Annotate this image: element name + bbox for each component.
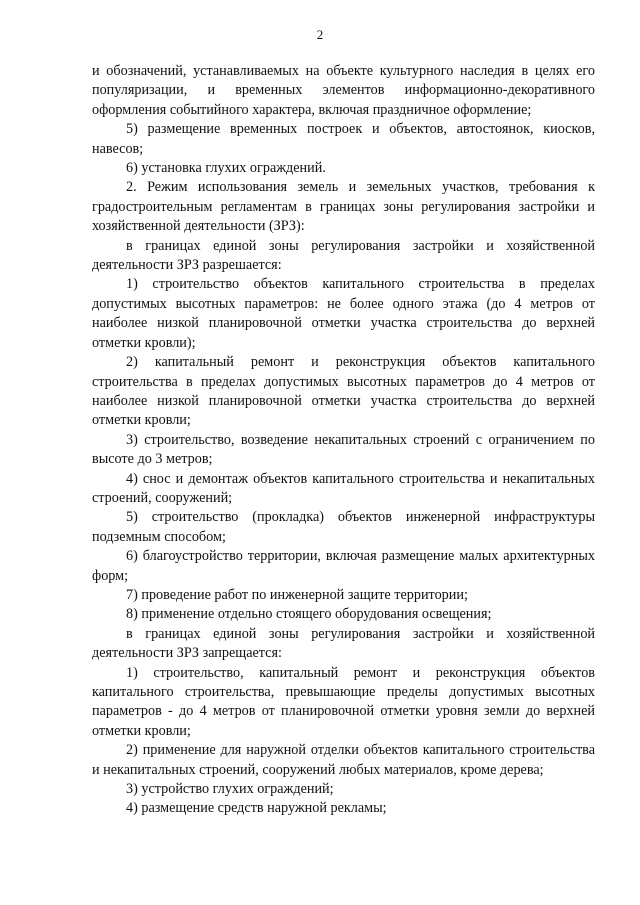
paragraph-permitted-item-3: 3) строительство, возведение некапитальных строений с ограничением по высоте до 3 метров; (92, 431, 595, 468)
paragraph-permitted-item-5: 5) строительство (прокладка) объектов инженерной инфраструктуры подземным способом; (92, 509, 595, 545)
paragraph-prohibited-item-1: 1) строительство, капитальный ремонт и реконструкция объектов капитального строительства, превышающие пределы допустимых высотных параметров - до 4 метров от планировочной отметки уровня земли до верхней отметки кровли; (92, 664, 595, 739)
paragraph-section-2-heading: 2. Режим использования земель и земельных участков, требования к градостроительным регламентам в границах зоны регулирования застройки и хозяйственной деятельности (ЗРЗ): (92, 179, 595, 235)
paragraph-permitted-item-8: 8) применение отдельно стоящего оборудования освещения; (126, 606, 492, 623)
paragraph-permitted-item-2: 2) капитальный ремонт и реконструкция объектов капитального строительства в пределах допустимых высотных параметров до 4 метров от наиболее низкой планировочной отметки участка строительства до верхней отметки кровли; (92, 354, 595, 429)
document-body (92, 62, 595, 819)
paragraph-permitted-item-7: 7) проведение работ по инженерной защите территории; (126, 586, 468, 603)
paragraph-item-6-solid-fences: 6) установка глухих ограждений. (126, 160, 326, 177)
paragraph-prohibited-item-4: 4) размещение средств наружной рекламы; (126, 800, 387, 817)
page-number: 2 (316, 27, 324, 42)
paragraph-permitted-item-6: 6) благоустройство территории, включая размещение малых архитектурных форм; (92, 548, 595, 584)
paragraph-prohibited-item-3: 3) устройство глухих ограждений; (126, 781, 334, 798)
paragraph-continuation: и обозначений, устанавливаемых на объекте культурного наследия в целях его популяризации, и временных элементов информационно-декоративного оформления событийного характера, включая праздничное оформление; (92, 63, 595, 118)
paragraph-item-5-temporary-buildings: 5) размещение временных построек и объектов, автостоянок, киосков, навесов; (92, 121, 595, 157)
paragraph-permitted-item-4: 4) снос и демонтаж объектов капитального строительства и некапитальных строений, сооружений; (92, 470, 595, 506)
paragraph-permitted-item-1: 1) строительство объектов капитального строительства в пределах допустимых высотных параметров: не более одного этажа (до 4 метров от наиболее низкой планировочной отметки участка строительства до верхней отметки кровли); (92, 276, 595, 351)
paragraph-prohibited-item-2: 2) применение для наружной отделки объектов капитального строительства и некапитальных строений, сооружений любых материалов, кроме дерева; (92, 742, 595, 778)
paragraph-prohibited-intro: в границах единой зоны регулирования застройки и хозяйственной деятельности ЗРЗ запрещается: (92, 625, 595, 662)
paragraph-permitted-intro: в границах единой зоны регулирования застройки и хозяйственной деятельности ЗРЗ разрешается: (92, 237, 595, 274)
